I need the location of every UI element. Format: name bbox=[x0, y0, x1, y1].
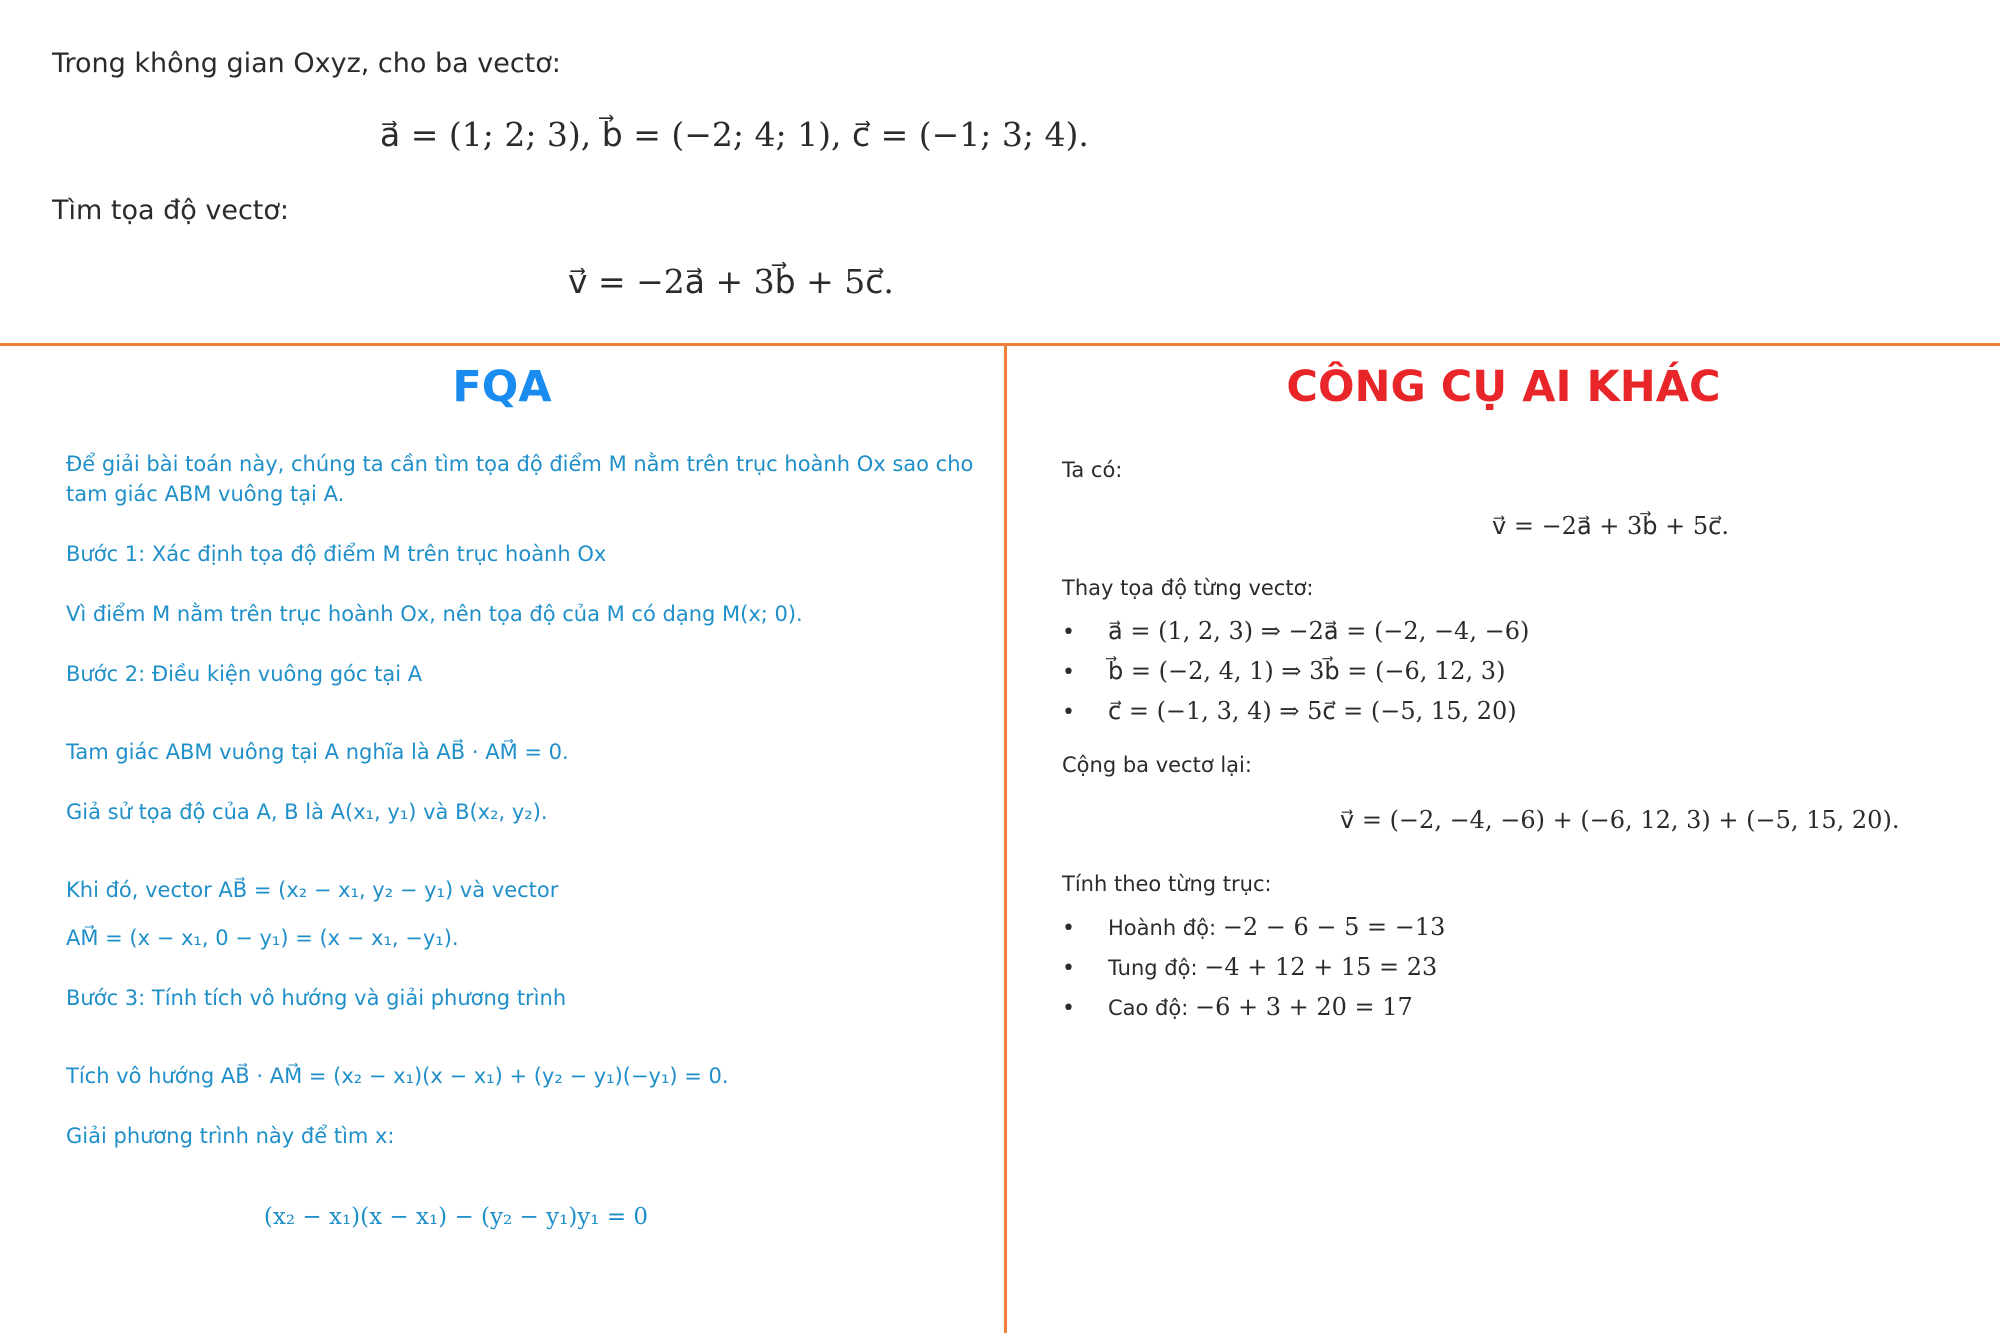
fqa-step2-heading: Bước 2: Điều kiện vuông góc tại A bbox=[66, 662, 423, 686]
vertical-divider bbox=[1004, 343, 1007, 1333]
fqa-step3-heading: Bước 3: Tính tích vô hướng và giải phương trình bbox=[66, 986, 567, 1010]
horizontal-divider bbox=[0, 343, 2000, 346]
axis-item: • Tung độ: −4 + 12 + 15 = 23 bbox=[1062, 953, 1438, 981]
substitution-item: • c⃗ = (−1, 3, 4) ⇒ 5c⃗ = (−5, 15, 20) bbox=[1062, 697, 1517, 725]
axis-item: • Hoành độ: −2 − 6 − 5 = −13 bbox=[1062, 913, 1446, 941]
fqa-line: AM⃗ = (x − x₁, 0 − y₁) = (x − x₁, −y₁). bbox=[66, 926, 459, 950]
other-eq1: v⃗ = −2a⃗ + 3b⃗ + 5c⃗. bbox=[1492, 512, 1729, 540]
thay-label: Thay tọa độ từng vectơ: bbox=[1062, 576, 1314, 600]
fqa-line: tam giác ABM vuông tại A. bbox=[66, 482, 345, 506]
fqa-line: Vì điểm M nằm trên trục hoành Ox, nên tọa độ của M có dạng M(x; 0). bbox=[66, 602, 803, 626]
fqa-final-equation: (x₂ − x₁)(x − x₁) − (y₂ − y₁)y₁ = 0 bbox=[263, 1204, 649, 1230]
fqa-title: FQA bbox=[452, 362, 552, 412]
fqa-line: Tích vô hướng AB⃗ · AM⃗ = (x₂ − x₁)(x − x₁) + (y₂ − y₁)(−y₁) = 0. bbox=[66, 1064, 729, 1088]
bullet-icon: • bbox=[1062, 956, 1075, 981]
other-eq2: v⃗ = (−2, −4, −6) + (−6, 12, 3) + (−5, 15, 20). bbox=[1340, 806, 1900, 834]
axis-item: • Cao độ: −6 + 3 + 20 = 17 bbox=[1062, 993, 1413, 1021]
bullet-icon: • bbox=[1062, 916, 1075, 941]
fqa-line: Giải phương trình này để tìm x: bbox=[66, 1124, 395, 1148]
fqa-step1-heading: Bước 1: Xác định tọa độ điểm M trên trục hoành Ox bbox=[66, 542, 607, 566]
bullet-icon: • bbox=[1062, 996, 1075, 1021]
fqa-line: Giả sử tọa độ của A, B là A(x₁, y₁) và B(x₂, y₂). bbox=[66, 800, 548, 824]
substitution-item: • b⃗ = (−2, 4, 1) ⇒ 3b⃗ = (−6, 12, 3) bbox=[1062, 657, 1506, 685]
problem-ask: Tìm tọa độ vectơ: bbox=[52, 195, 289, 226]
ta-co-label: Ta có: bbox=[1062, 458, 1123, 482]
problem-vectors-equation: a⃗ = (1; 2; 3), b⃗ = (−2; 4; 1), c⃗ = (−1; 3; 4). bbox=[380, 115, 1089, 154]
bullet-icon: • bbox=[1062, 660, 1075, 685]
tinh-label: Tính theo từng trục: bbox=[1062, 872, 1272, 896]
cong-label: Cộng ba vectơ lại: bbox=[1062, 753, 1252, 777]
fqa-line: Khi đó, vector AB⃗ = (x₂ − x₁, y₂ − y₁) và vector bbox=[66, 878, 559, 902]
substitution-item: • a⃗ = (1, 2, 3) ⇒ −2a⃗ = (−2, −4, −6) bbox=[1062, 617, 1530, 645]
fqa-line: Để giải bài toán này, chúng ta cần tìm tọa độ điểm M nằm trên trục hoành Ox sao cho bbox=[66, 452, 974, 476]
other-ai-title: CÔNG CỤ AI KHÁC bbox=[1286, 362, 1721, 412]
fqa-line: Tam giác ABM vuông tại A nghĩa là AB⃗ · AM⃗ = 0. bbox=[66, 740, 569, 764]
bullet-icon: • bbox=[1062, 700, 1075, 725]
problem-target-equation: v⃗ = −2a⃗ + 3b⃗ + 5c⃗. bbox=[568, 262, 894, 301]
bullet-icon: • bbox=[1062, 620, 1075, 645]
problem-intro: Trong không gian Oxyz, cho ba vectơ: bbox=[52, 48, 561, 79]
